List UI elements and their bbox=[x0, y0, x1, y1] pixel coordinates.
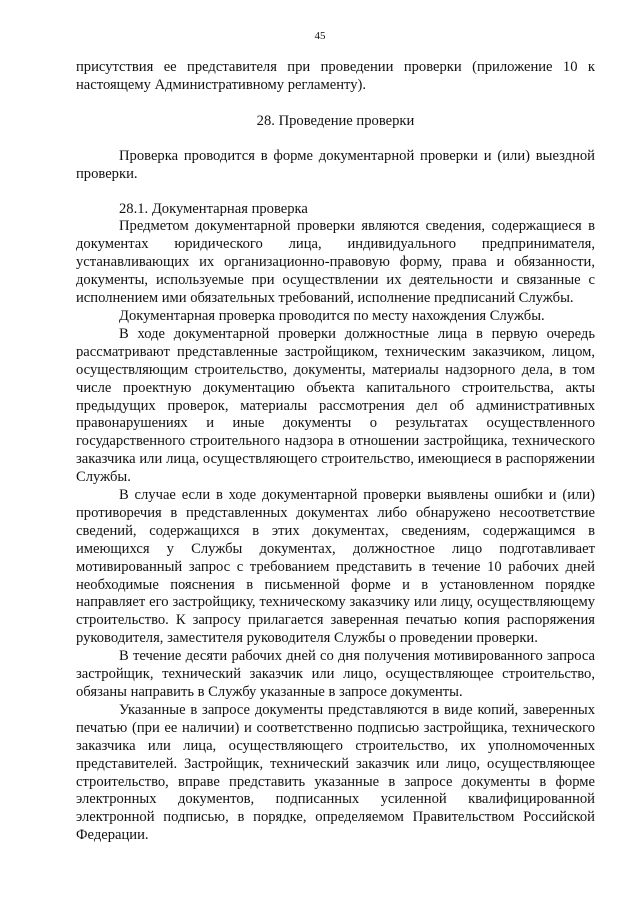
document-body bbox=[76, 59, 595, 845]
page-number: 45 bbox=[314, 30, 326, 42]
paragraph: Указанные в запросе документы представляются в виде копий, заверенных печатью (при ее наличии) и соответственно подписью застройщика, технического заказчика или лица, осуществляющего строительство, их уполномоченных представителей. Застройщик, технический заказчик или лицо, осуществляющее строительство, вправе представить указанные в запросе документы в форме электронных документов, подписанных усиленной квалифицированной электронной подписью, в порядке, определяемом Правительством Российской Федерации. bbox=[76, 701, 595, 844]
paragraph-continuation: присутствия ее представителя при проведении проверки (приложение 10 к настоящему Административному регламенту). bbox=[76, 59, 595, 93]
paragraph: В течение десяти рабочих дней со дня получения мотивированного запроса застройщик, технический заказчик или лицо, осуществляющее строительство, обязаны направить в Службу указанные в запросе документы. bbox=[76, 648, 595, 700]
paragraph: Документарная проверка проводится по месту нахождения Службы. bbox=[119, 307, 545, 324]
paragraph: Проверка проводится в форме документарной проверки и (или) выездной проверки. bbox=[76, 147, 595, 182]
section-heading: 28. Проведение проверки bbox=[256, 112, 415, 129]
paragraph: В ходе документарной проверки должностные лица в первую очередь рассматривают представленные застройщиком, техническим заказчиком, лицом, осуществляющим строительство, документы, материалы надзорного дела, в том числе проектную документацию объекта капитального строительства, акты предыдущих проверок, материалы рассмотрения дел об административных правонарушениях и иные документы о результатах осуществленного государственного строительного надзора в отношении застройщика, технического заказчика или лица, осуществляющего строительство, имеющиеся в распоряжении Службы. bbox=[76, 325, 595, 486]
paragraph: В случае если в ходе документарной проверки выявлены ошибки и (или) противоречия в представленных документах либо обнаружено несоответствие сведений, содержащихся в этих документах, сведениям, содержащимся в имеющихся у Службы документах, должностное лицо подготавливает мотивированный запрос с требованием представить в течение 10 рабочих дней необходимые пояснения в письменной форме и в установленном порядке направляет его застройщику, техническому заказчику или лицу, осуществляющему строительство. К запросу прилагается заверенная печатью копия распоряжения руководителя, заместителя руководителя Службы о проведении проверки. bbox=[76, 487, 595, 647]
subsection-heading: 28.1. Документарная проверка bbox=[119, 200, 308, 217]
paragraph: Предметом документарной проверки являются сведения, содержащиеся в документах юридического лица, индивидуального предпринимателя, устанавливающих их организационно-правовую форму, права и обязанности, документы, используемые при осуществлении их деятельности и связанные с исполнением ими обязательных требований, исполнение предписаний Службы. bbox=[76, 218, 595, 307]
